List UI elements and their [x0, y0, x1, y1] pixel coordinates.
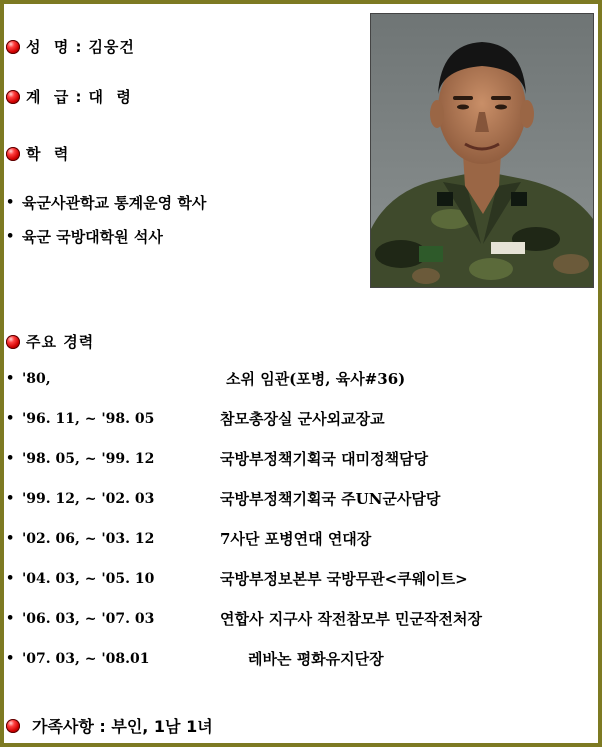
career-item: • '04. 03, ~ '05. 10 국방부정보본부 국방무관<쿠웨이트>: [6, 570, 468, 588]
education-heading-row: [6, 143, 69, 164]
career-date: '80,: [22, 370, 51, 387]
career-item: • '98. 05, ~ '99. 12 국방부정책기획국 대미정책담당: [6, 450, 429, 468]
career-item: • '96. 11, ~ '98. 05 참모총장실 군사외교장교: [6, 410, 385, 428]
red-ball-icon: [6, 335, 20, 349]
rank-separator: :: [75, 87, 83, 106]
career-item: • '80, 소위 임관(포병, 육사#36): [6, 370, 406, 388]
education-item: • 육군사관학교 통계운영 학사: [6, 194, 207, 212]
education-item-text: 육군사관학교 통계운영 학사: [22, 194, 207, 212]
education-heading: 학 력: [26, 145, 70, 163]
name-separator: :: [75, 37, 83, 56]
family-row: [6, 714, 213, 737]
career-item: • '02. 06, ~ '03. 12 7사단 포병연대 연대장: [6, 530, 372, 548]
portrait-photo: [370, 13, 594, 288]
name-row: [6, 36, 135, 57]
name-value: 김웅건: [88, 38, 135, 56]
career-desc: 국방부정책기획국 대미정책담당: [220, 450, 429, 468]
career-date: '06. 03, ~ '07. 03: [22, 610, 155, 627]
career-date: '99. 12, ~ '02. 03: [22, 490, 155, 507]
career-desc: 7사단 포병연대 연대장: [220, 530, 372, 548]
career-desc: 국방부정책기획국 주UN군사담당: [220, 490, 441, 508]
rank-row: [6, 86, 132, 107]
career-desc: 소위 임관(포병, 육사#36): [226, 370, 406, 388]
red-ball-icon: [6, 719, 20, 733]
career-item: • '99. 12, ~ '02. 03 국방부정책기획국 주UN군사담당: [6, 490, 441, 508]
education-item-text: 육군 국방대학원 석사: [22, 228, 163, 246]
rank-label: 계 급: [26, 88, 70, 106]
red-ball-icon: [6, 90, 20, 104]
career-desc: 국방부정보본부 국방무관<쿠웨이트>: [220, 570, 468, 588]
red-ball-icon: [6, 40, 20, 54]
career-heading: 주요 경력: [26, 333, 95, 351]
career-desc: 참모총장실 군사외교장교: [220, 410, 385, 428]
career-date: '07. 03, ~ '08.01: [22, 650, 150, 667]
red-ball-icon: [6, 147, 20, 161]
career-desc: 레바논 평화유지단장: [248, 650, 384, 668]
career-item: • '07. 03, ~ '08.01 레바논 평화유지단장: [6, 650, 384, 668]
career-item: • '06. 03, ~ '07. 03 연합사 지구사 작전참모부 민군작전처장: [6, 610, 482, 628]
career-date: '98. 05, ~ '99. 12: [22, 450, 155, 467]
career-date: '02. 06, ~ '03. 12: [22, 530, 155, 547]
career-date: '04. 03, ~ '05. 10: [22, 570, 155, 587]
family-text: 가족사항 : 부인, 1남 1녀: [32, 717, 213, 736]
name-label: 성 명: [26, 38, 70, 56]
rank-value: 대 령: [88, 88, 132, 106]
career-date: '96. 11, ~ '98. 05: [22, 410, 155, 427]
education-item: • 육군 국방대학원 석사: [6, 228, 163, 246]
career-desc: 연합사 지구사 작전참모부 민군작전처장: [220, 610, 482, 628]
career-heading-row: [6, 331, 94, 352]
